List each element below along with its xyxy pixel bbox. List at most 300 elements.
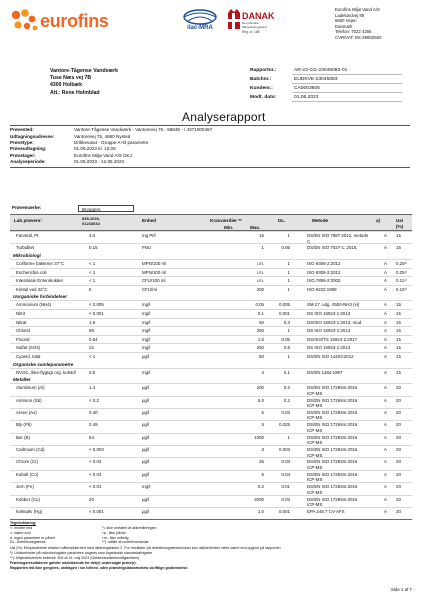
cell-a: A	[384, 447, 387, 453]
section-title: Organiske samleparametre	[13, 361, 74, 367]
cell-dl: 1	[287, 260, 290, 266]
cell-val: < 0.2	[89, 397, 99, 403]
sample-type: Drikkevand - Gruppe A+B parametre	[74, 139, 149, 145]
ilac-label: ilac-MRA	[187, 25, 213, 31]
cell-max: 1.5	[257, 336, 264, 342]
danak-subtitle: Den Danske Akkrediteringsfond	[242, 21, 267, 29]
cell-dl: 0.05	[281, 336, 290, 342]
cell-max: 5	[261, 409, 264, 415]
cell-unit: µg/l	[142, 409, 150, 415]
sample-info-label: Prøvetager:	[10, 152, 36, 158]
table-row	[10, 420, 412, 432]
cell-a: A	[384, 260, 387, 266]
cell-a: A	[384, 353, 387, 359]
cell-u: 15	[396, 319, 401, 325]
cell-u: 20	[396, 447, 401, 453]
report-info-row	[250, 75, 402, 84]
cell-val: 0.49	[89, 422, 98, 428]
cell-dl: 0.005	[279, 302, 290, 308]
cell-unit: mg Pt/l	[142, 233, 156, 238]
cell-a: A	[384, 245, 387, 251]
header-sample-number: 835-2023- 01233034	[82, 216, 101, 226]
cell-val: 0.54	[89, 336, 98, 342]
cell-val: 55	[89, 328, 94, 334]
cell-name: Kobber (Cu)	[16, 496, 40, 502]
cell-val: 4.0	[89, 233, 96, 238]
cell-u: 15	[396, 245, 401, 251]
cell-val: < 1	[89, 269, 96, 275]
cell-max: 25	[259, 459, 264, 465]
footer	[10, 519, 412, 592]
cell-val: 5	[89, 286, 92, 292]
cell-name: Cadmium (Cd)	[16, 447, 45, 453]
cell-max: i.m.	[256, 269, 264, 275]
cell-max: 4	[261, 369, 264, 375]
table-row	[10, 243, 412, 252]
legend-item: DL: Detektionsgrænse	[10, 540, 46, 545]
legend-item: i.p.: ikke påvist	[102, 530, 126, 535]
cell-max: 1.0	[257, 509, 264, 515]
crown-icon	[226, 9, 242, 33]
cell-name: Kobolt (Co)	[16, 471, 39, 477]
cell-unit: µg/l	[142, 447, 150, 453]
sample-mark	[10, 204, 134, 212]
received-date: 01.06.2023	[292, 94, 402, 102]
cell-name: Bor (B)	[16, 434, 30, 440]
table-row	[10, 408, 412, 420]
cell-met: EPA 245.7 CV-AFS	[307, 509, 345, 515]
table-row	[10, 495, 412, 507]
cell-met: DS/EN ISO 17294m:2016 ICP-MS	[307, 397, 358, 408]
cell-u: 15	[396, 310, 401, 316]
cell-a: A	[384, 233, 387, 238]
cell-a: A	[384, 319, 387, 325]
header-max: Max.	[250, 225, 261, 230]
client-line: Att.: Rene Holmblad	[50, 89, 100, 96]
sample-mark-label: Prøvemærke:	[12, 205, 42, 211]
legend	[10, 526, 412, 545]
cell-val: 20	[89, 496, 94, 502]
cell-u: 20	[396, 434, 401, 440]
section-title: Uorganiske forbindelser	[13, 294, 67, 300]
cell-name: Kimtal ved 22°C	[16, 286, 48, 292]
cell-val: < 1	[89, 278, 96, 284]
cell-dl: 0.5	[283, 345, 290, 351]
cell-unit: µg/l	[142, 353, 150, 359]
table-row	[10, 343, 412, 352]
cell-met: DS/EN ISO 17294m:2016 ICP-MS	[307, 459, 358, 470]
cell-unit: mg/l	[142, 319, 151, 325]
cell-max: 2000	[254, 496, 264, 502]
cell-dl: 1	[287, 434, 290, 440]
cell-name: Escherichia coli	[16, 269, 47, 275]
cell-name: Nitrat	[16, 319, 27, 325]
analysis-period: 01.06.2023 - 12.06.2023	[74, 158, 125, 164]
cell-a: A	[384, 434, 387, 440]
cell-met: DS/ISO 15923-1:2013, mod	[307, 319, 362, 325]
cell-u: 15	[396, 345, 401, 351]
footnote: Usi (%): Ekspanderede relative måleusikkerhed med dækningsfaktor 2. For resultater på detektionsgrænseniveau kan usikkerheden være større end opgivet på rapporten.	[10, 546, 282, 551]
cell-u: 0.15¹⁾	[396, 286, 408, 292]
eurofins-logo-icon	[10, 8, 40, 34]
sample-mark-value: Bryggers	[78, 205, 134, 212]
cell-u: 20	[396, 385, 401, 391]
cell-met: DS/EN ISO 17294m:2016 ICP-MS	[307, 471, 358, 483]
cell-unit: mg/l	[142, 328, 151, 334]
cell-val: < 0.03	[89, 459, 102, 465]
cell-dl: 0.01	[281, 484, 290, 490]
cell-a: A	[384, 336, 387, 342]
legend-column	[10, 526, 102, 545]
cell-dl: 0.3	[283, 319, 290, 325]
page-number: Side 1 af 7	[391, 587, 412, 592]
legend-item: <: mindre end	[10, 525, 33, 530]
cell-a: A	[384, 310, 387, 316]
cell-met: DS ISO 15923-1:2013	[307, 328, 351, 334]
cell-max: 3	[261, 447, 264, 453]
lab-address-line: 6600 Vejen	[335, 18, 357, 24]
cell-val: 54	[89, 434, 94, 440]
sampling-time: 01.06.2023 kl. 10.05	[74, 146, 116, 152]
table-row	[10, 309, 412, 318]
table-section-heading	[10, 376, 412, 383]
cell-dl: 1	[287, 269, 290, 275]
cell-dl: 0.04	[281, 471, 290, 477]
report-info-row	[250, 66, 402, 75]
cell-max: 5	[261, 471, 264, 477]
sample-info-label: Prøvested:	[10, 127, 34, 133]
cell-val: < 1	[89, 353, 96, 359]
danak-label: DANAK	[242, 11, 275, 21]
cell-dl: 1	[287, 328, 290, 334]
cell-max: i.m.	[256, 278, 264, 284]
cell-a: A	[384, 345, 387, 351]
table-row	[10, 383, 412, 395]
cell-val: < 0.04	[89, 471, 102, 477]
header-uncertainty: Usi (%)	[396, 218, 404, 230]
client-address	[50, 68, 118, 97]
section-title: Mikrobiologi	[13, 252, 41, 258]
header-unit: Enhed	[142, 218, 157, 223]
table-row	[10, 507, 412, 516]
cell-unit: mg/l	[142, 369, 151, 375]
cell-met: DS ISO 15923-1:2013	[307, 310, 351, 316]
lab-address	[335, 7, 381, 40]
cell-u: 20	[396, 422, 401, 428]
header-limits: Kravværdier **	[210, 218, 242, 223]
ilac-mra-logo	[178, 7, 222, 39]
cell-unit: µg/l	[142, 496, 150, 502]
cell-a: A	[384, 509, 387, 515]
cell-dl: 0.03	[281, 496, 290, 502]
table-row	[10, 300, 412, 309]
cell-unit: mg/l	[142, 336, 151, 342]
cell-a: A	[384, 385, 387, 391]
table-section-heading	[10, 293, 412, 300]
table-row	[10, 433, 412, 445]
cell-a: A	[384, 484, 387, 490]
table-row	[10, 445, 412, 457]
cell-met: DS/EN ISO 17294m:2016 ICP-MS	[307, 434, 358, 446]
table-section-heading	[10, 252, 412, 259]
lab-address-line: Eurofins Miljø Vand A/S	[335, 7, 380, 12]
cell-a: A	[384, 269, 387, 275]
cell-a: A	[384, 397, 387, 403]
cell-unit: MPN/100 ml	[142, 260, 167, 266]
cell-unit: mg/l	[142, 310, 151, 316]
cell-max: 200	[256, 385, 264, 391]
cell-unit: FNU	[142, 245, 152, 251]
ilac-globe-icon	[178, 7, 222, 25]
cell-unit: µg/l	[142, 459, 150, 465]
report-info	[250, 66, 402, 103]
cell-met: DS/EN ISO 7887:2012, metode C	[307, 233, 369, 244]
report-number: AR-23-CG-23045083-01	[292, 67, 402, 75]
cell-max: 50	[259, 319, 264, 325]
cell-met: SM 17. udg. 4500-NH3 (H)	[307, 302, 360, 308]
legend-title: Tegnforklaring:	[10, 521, 37, 525]
cell-unit: µg/l	[142, 434, 150, 440]
sample-location: Vantore-Tågense Vandværk - Vantorevej 75 - 55848 - / 4371000497	[74, 127, 213, 133]
table-row	[10, 276, 412, 285]
cell-a: A	[384, 496, 387, 502]
cell-unit: µg/l	[142, 385, 150, 391]
header-method: Metode	[312, 218, 329, 223]
cell-unit: mg/l	[142, 484, 151, 490]
client-line: Tuse Næs vej 7B	[50, 75, 92, 82]
cell-val: 2.6	[89, 369, 96, 375]
cell-name: Cyanid, total	[16, 353, 41, 359]
report-info-row	[250, 84, 402, 93]
cell-val: < 0.01	[89, 484, 102, 490]
table-row	[10, 268, 412, 277]
cell-max: 15	[259, 233, 264, 238]
cell-name: Bly (Pb)	[16, 422, 32, 428]
cell-name: Turbiditet	[16, 245, 35, 251]
sample-info-label: Analyseperiode:	[10, 158, 46, 164]
cell-max: 1000	[254, 434, 264, 440]
cell-dl: 1	[287, 353, 290, 359]
cell-name: Kviksølv (Hg)	[16, 509, 43, 515]
table-row	[10, 368, 412, 377]
header-accreditation: a)	[376, 218, 381, 223]
cell-met: DS/ISO/TS 15923-2:2017	[307, 336, 358, 342]
cell-dl: 0.2	[283, 397, 290, 403]
lab-address-line: CVR/VAT: DK-29802560	[335, 34, 382, 40]
sample-info-label: Prøveudtagning:	[10, 146, 47, 152]
cell-dl: 0.03	[281, 459, 290, 465]
cell-u: 20	[396, 409, 401, 415]
cell-max: 200	[256, 286, 264, 292]
cell-max: i.m.	[256, 260, 264, 266]
cell-met: ISO 7899-2:2000	[307, 278, 341, 284]
report-info-label: Kundenr.:	[250, 86, 273, 92]
cell-dl: 1	[287, 286, 290, 292]
table-row	[10, 457, 412, 469]
cell-unit: CFU/100 ml	[142, 278, 166, 284]
cell-a: A	[384, 409, 387, 415]
cell-name: Aluminium (Al)	[16, 385, 45, 391]
cell-u: 0.25¹⁾	[396, 260, 408, 266]
cell-met: ISO 9308-2:2012	[307, 269, 341, 275]
cell-dl: 0.05	[281, 245, 290, 251]
cell-dl: 0.001	[279, 310, 290, 316]
report-info-label: Modt. dato:	[250, 95, 277, 101]
cell-met: ISO 6222:1999	[307, 286, 337, 292]
cell-a: A	[384, 422, 387, 428]
cell-u: 15	[396, 369, 401, 375]
disclaimer: Rapporten må ikke gengives, undtagen i sin helhed, uden prøvningslaboratoriets skriftlige godkendelse.	[10, 565, 189, 570]
cell-unit: CFU/ml	[142, 286, 157, 292]
cell-val: 0.40	[89, 409, 98, 415]
cell-met: DS/EN 1484:1997	[307, 369, 343, 375]
cell-dl: 0.001	[279, 509, 290, 515]
cell-dl: 1	[287, 233, 290, 238]
cell-max: 250	[256, 345, 264, 351]
cell-name: Sulfat (SO4)	[16, 345, 41, 351]
table-row	[10, 396, 412, 408]
cell-a: A	[384, 369, 387, 375]
lab-address-line: Danmark	[335, 23, 353, 29]
cell-met: DS/EN ISO 17294m:2016 ICP-MS	[307, 422, 358, 433]
cell-name: Chrom (Cr)	[16, 459, 38, 465]
cell-name: Arsen (As)	[16, 409, 37, 415]
cell-met: DS/EN ISO 14403:2012	[307, 353, 354, 359]
table-section-heading	[10, 361, 412, 368]
cell-met: DS/EN ISO 17294m:2016 ICP-MS	[307, 496, 358, 508]
cell-u: 20	[396, 484, 401, 490]
cell-u: 0.11¹⁾	[396, 278, 407, 284]
cell-val: < 1	[89, 260, 96, 266]
table-header	[10, 214, 412, 231]
table-row	[10, 285, 412, 294]
cell-met: DS/EN ISO 7027-1: 2016.	[307, 245, 358, 251]
cell-name: Coliforme bakterier 37°C	[16, 260, 65, 266]
cell-dl: 0.2	[283, 385, 290, 391]
eurofins-logo	[10, 8, 120, 34]
cell-dl: 1	[287, 278, 290, 284]
cell-max: 5.0	[257, 397, 264, 403]
disclaimer: Prøveingsresultaterne gælder udelukkende for det(e) undersøgte prøve(r).	[10, 560, 137, 565]
cell-val: < 0.005	[89, 302, 104, 308]
cell-u: 15	[396, 336, 401, 342]
cell-val: 0.15	[89, 245, 98, 251]
client-line: Vantore-Tågense Vandværk	[50, 68, 119, 74]
cell-u: 20	[396, 509, 401, 515]
cell-max: 0.2	[257, 484, 264, 490]
cell-a: A	[384, 278, 387, 284]
cell-name: Nitrit	[16, 310, 26, 316]
table-body	[10, 231, 412, 516]
cell-unit: µg/l	[142, 422, 150, 428]
legend-item: >: større end	[10, 530, 31, 535]
brand-name: eurofins	[40, 11, 109, 31]
cell-val: < 0.003	[89, 447, 104, 453]
cell-dl: 0.025	[279, 422, 290, 428]
legend-item: *): ikke omfattet af akkrediteringen	[102, 525, 157, 530]
cell-val: 1.4	[89, 385, 96, 391]
cell-name: NVOC, ikke-flygtigt org. kulstof	[16, 369, 76, 375]
legend-item: **): udført af underleverandør	[102, 540, 149, 545]
cell-max: 250	[256, 328, 264, 334]
cell-unit: µg/l	[142, 397, 150, 403]
cell-unit: MPN/100 ml	[142, 269, 167, 275]
cell-met: DS/EN ISO 17294m:2016 ICP-MS	[307, 447, 358, 458]
danak-reg-number: Reg. nr. 168	[242, 30, 260, 34]
cell-a: A	[384, 471, 387, 477]
sampling-address: Vantorevej 75, 4660 Nysted	[74, 133, 131, 139]
report-info-row	[250, 94, 402, 103]
cell-val: 1.9	[89, 319, 96, 325]
table-row	[10, 318, 412, 327]
cell-u: 15	[396, 353, 401, 359]
sample-info	[10, 125, 410, 168]
cell-name: Farvetal, Pt	[16, 233, 39, 238]
section-title: Metaller	[13, 377, 31, 383]
cell-a: A	[384, 286, 387, 292]
table-row	[10, 259, 412, 268]
table-row	[10, 352, 412, 361]
cell-name: Jern (Fe)	[16, 484, 34, 490]
cell-dl: 0.1	[283, 369, 290, 375]
cell-u: 20	[396, 471, 401, 477]
cell-name: Ammonium (NH4)	[16, 302, 52, 308]
table-row	[10, 326, 412, 335]
cell-a: A	[384, 328, 387, 334]
cell-a: A	[384, 459, 387, 465]
cell-name: Intestinale Enterokokker	[16, 278, 64, 284]
cell-u: 0.25¹⁾	[396, 269, 408, 275]
cell-dl: 0.03	[281, 409, 290, 415]
divider	[10, 165, 410, 168]
cell-unit: µg/l	[142, 471, 150, 477]
cell-met: DS/EN ISO 17294m:2016 ICP-MS	[307, 385, 358, 396]
cell-a: A	[384, 302, 387, 308]
lab-address-line: Telefon: 7022 4256	[335, 29, 372, 35]
cell-max: 5	[261, 422, 264, 428]
cell-val: 22	[89, 345, 94, 351]
cell-max: 0.1	[257, 310, 264, 316]
report-info-label: Rapportnr.:	[250, 67, 277, 73]
report-info-label: Batchnr.:	[250, 76, 272, 82]
cell-u: 20	[396, 496, 401, 502]
header-lab-sample: Lab prøvenr:	[14, 218, 43, 223]
cell-dl: 0.003	[279, 447, 290, 453]
cell-max: 50	[259, 353, 264, 359]
results-table	[10, 214, 412, 516]
legend-item: #: ingen parametre er påvist	[10, 535, 55, 540]
legend-item: i.m.: ikke målelig	[102, 535, 129, 540]
cell-name: Antimon (Sb)	[16, 397, 42, 403]
cell-unit: mg/l	[142, 345, 151, 351]
sample-info-label: Udtagningsadresse:	[10, 133, 55, 139]
client-line: 4300 Holbæk	[50, 82, 83, 89]
danak-logo	[226, 9, 284, 37]
page-title: Analyserapport	[182, 110, 266, 124]
table-row	[10, 231, 412, 243]
cell-name: Chlorid	[16, 328, 30, 334]
header-dl: DL.	[278, 218, 286, 223]
table-row	[10, 470, 412, 482]
cell-u: 15	[396, 233, 401, 238]
cell-u: 20	[396, 397, 401, 403]
cell-max: 1	[261, 245, 264, 251]
table-row	[10, 335, 412, 344]
cell-unit: µg/l	[142, 509, 150, 515]
header-min: Min.	[224, 225, 234, 230]
cell-unit: mg/l	[142, 302, 151, 308]
legend-column	[102, 526, 232, 545]
